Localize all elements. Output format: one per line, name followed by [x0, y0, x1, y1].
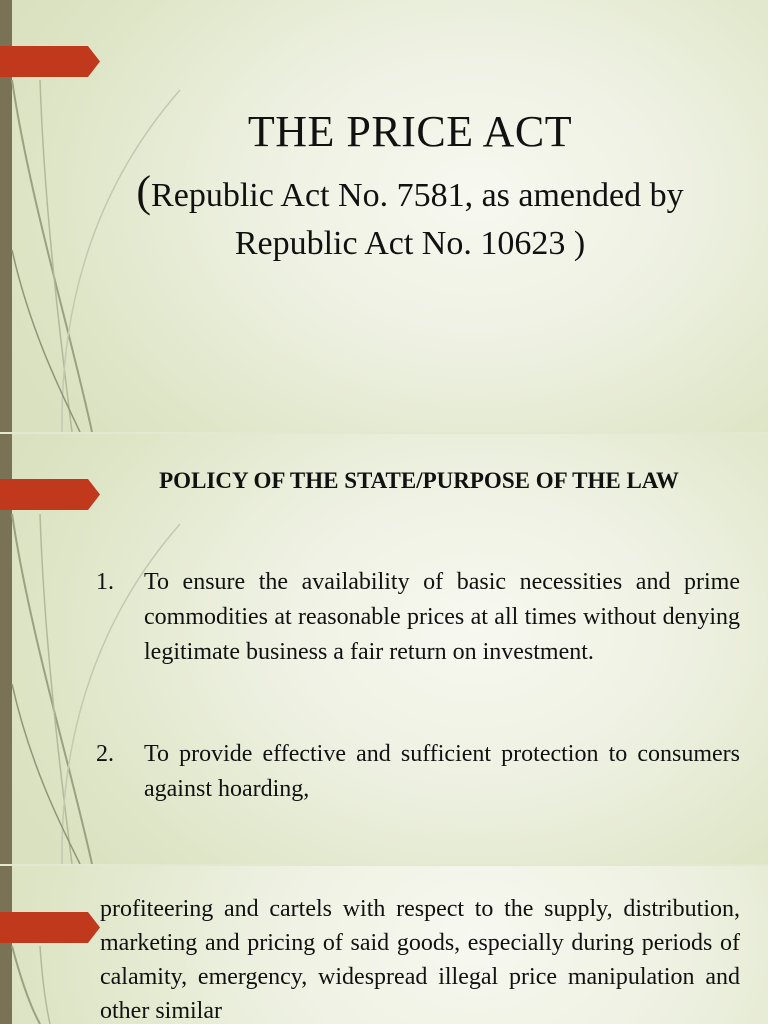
subtitle-line-2: Republic Act No. 10623 ): [234, 225, 586, 262]
slide-policy: [0, 434, 768, 864]
list-number: 1.: [96, 569, 114, 595]
section-heading: POLICY OF THE STATE/PURPOSE OF THE LAW: [159, 468, 679, 493]
subtitle-line-1: Republic Act No. 7581, as amended by: [151, 177, 684, 214]
slide-side-bar: [0, 866, 12, 1024]
list-item: [96, 737, 740, 807]
slide-title: [0, 0, 768, 432]
list-text: To provide effective and sufficient protection to consumers against hoarding,: [144, 741, 740, 802]
page-title: THE PRICE ACT: [247, 107, 573, 156]
page-subtitle: [100, 168, 720, 268]
flag-arrow-icon: [0, 46, 100, 77]
flag-arrow-icon: [0, 912, 100, 943]
list-text: To ensure the availability of basic necessities and prime commodities at reasonable prices at all times without denying legitimate business a fair return on investment.: [144, 569, 740, 665]
subtitle-paren: (: [136, 167, 152, 216]
list-number: 2.: [96, 741, 114, 767]
list-item: [96, 565, 740, 670]
flag-arrow-icon: [0, 479, 100, 510]
continued-text: profiteering and cartels with respect to the supply, distribution, marketing and pricing of said goods, especially during periods of calamity, emergency, widespread illegal price manipulation and other similar: [100, 896, 740, 1024]
slide-continued: [0, 866, 768, 1024]
